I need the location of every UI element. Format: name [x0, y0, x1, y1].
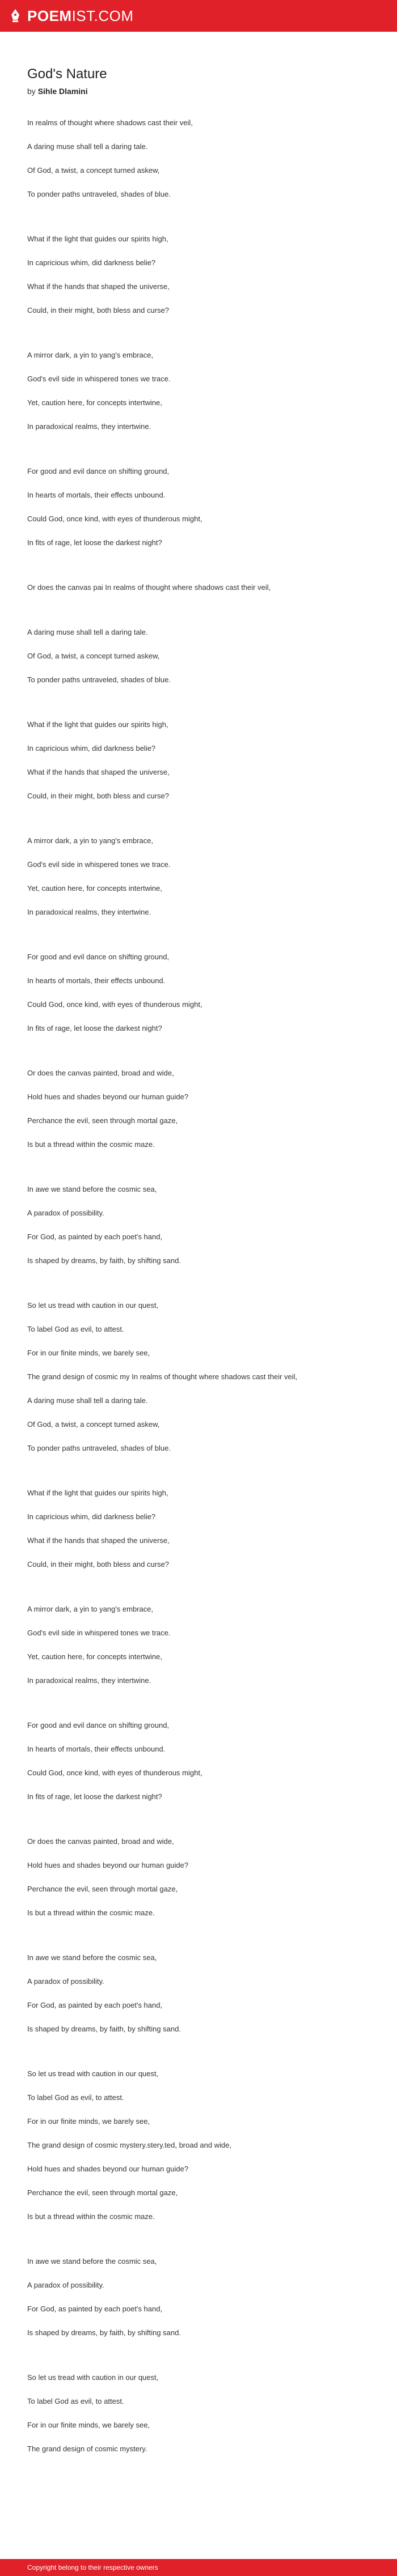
poem-line: Could, in their might, both bless and curse? [27, 792, 170, 800]
poem-line: The grand design of cosmic mystery. [27, 2445, 147, 2453]
poem-line: Could God, once kind, with eyes of thunderous might, [27, 1769, 202, 1777]
poem-line: In fits of rage, let loose the darkest night? [27, 1024, 162, 1032]
site-header [0, 0, 397, 32]
poem-line: A mirror dark, a yin to yang's embrace, [27, 1605, 154, 1613]
poem-line: God's evil side in whispered tones we trace. [27, 1629, 171, 1637]
stanza [27, 583, 368, 592]
stanza [27, 466, 368, 547]
poem-line: In fits of rage, let loose the darkest night? [27, 1792, 162, 1801]
poem-line: For good and evil dance on shifting ground, [27, 467, 170, 475]
poem-line: Could God, once kind, with eyes of thunderous might, [27, 515, 202, 523]
poem-line: Hold hues and shades beyond our human guide? [27, 2165, 189, 2173]
poem-line: Perchance the evil, seen through mortal gaze, [27, 2188, 178, 2197]
poem-line: Could God, once kind, with eyes of thunderous might, [27, 1000, 202, 1009]
stanza [27, 350, 368, 431]
poem-line: In fits of rage, let loose the darkest night? [27, 538, 162, 547]
stanza [27, 1604, 368, 1685]
poem-body [27, 118, 368, 2454]
poem-line: To ponder paths untraveled, shades of blue. [27, 190, 171, 198]
stanza [27, 627, 368, 685]
poem-line: What if the light that guides our spirits high, [27, 720, 168, 729]
poem-line: A daring muse shall tell a daring tale. [27, 628, 148, 636]
poem-line: Is but a thread within the cosmic maze. [27, 1908, 155, 1917]
poem-line: What if the light that guides our spirits high, [27, 235, 168, 243]
poem-line: In awe we stand before the cosmic sea, [27, 1953, 157, 1962]
poem-line: Is but a thread within the cosmic maze. [27, 2212, 155, 2221]
poem-line: For God, as painted by each poet's hand, [27, 2001, 163, 2009]
poem-line: Or does the canvas painted, broad and wide, [27, 1069, 174, 1077]
poem-line: Of God, a twist, a concept turned askew, [27, 1420, 160, 1429]
poem-line: Is shaped by dreams, by faith, by shifting sand. [27, 1256, 181, 1265]
stanza [27, 1184, 368, 1265]
poem-line: What if the light that guides our spirits high, [27, 1489, 168, 1497]
stanza [27, 1837, 368, 1918]
poem-line: In awe we stand before the cosmic sea, [27, 2257, 157, 2265]
logo-text-bold: POEM [27, 7, 72, 24]
poem-line: For in our finite minds, we barely see, [27, 2421, 150, 2429]
poem-line: A mirror dark, a yin to yang's embrace, [27, 351, 154, 359]
poem-line: In hearts of mortals, their effects unbound. [27, 491, 166, 499]
poem-line: To label God as evil, to attest. [27, 1325, 124, 1333]
poem-line: In hearts of mortals, their effects unbound. [27, 976, 166, 985]
poem-line: A daring muse shall tell a daring tale. [27, 1396, 148, 1405]
poem-line: Perchance the evil, seen through mortal gaze, [27, 1885, 178, 1893]
poem-line: Could, in their might, both bless and curse? [27, 306, 170, 314]
poem-line: Yet, caution here, for concepts intertwine, [27, 884, 162, 892]
poem-line: For in our finite minds, we barely see, [27, 1349, 150, 1357]
stanza [27, 118, 368, 199]
logo-text [27, 7, 134, 25]
poem-line: Is shaped by dreams, by faith, by shifting sand. [27, 2328, 181, 2337]
poem-line: For good and evil dance on shifting ground, [27, 1721, 170, 1729]
poem-title: God's Nature [27, 66, 107, 82]
copyright-text: Copyright belong to their respective owners [27, 2564, 158, 2571]
poem-line: So let us tread with caution in our quest, [27, 2069, 159, 2078]
poem-line: Could, in their might, both bless and curse? [27, 1560, 170, 1568]
stanza [27, 234, 368, 315]
poem-line: For in our finite minds, we barely see, [27, 2117, 150, 2126]
poem-line: Yet, caution here, for concepts intertwine, [27, 398, 162, 407]
poem-line: A paradox of possibility. [27, 1209, 104, 1217]
poem-line: In awe we stand before the cosmic sea, [27, 1185, 157, 1193]
poem-line: A paradox of possibility. [27, 2281, 104, 2289]
poem-line: For God, as painted by each poet's hand, [27, 1232, 163, 1241]
poem-line: A paradox of possibility. [27, 1977, 104, 1986]
poem-line: To ponder paths untraveled, shades of blue. [27, 1444, 171, 1452]
stanza [27, 952, 368, 1033]
stanza [27, 1488, 368, 1569]
poem-line: Yet, caution here, for concepts intertwine, [27, 1652, 162, 1661]
poem-line: In paradoxical realms, they intertwine. [27, 908, 151, 916]
poem-line: A mirror dark, a yin to yang's embrace, [27, 836, 154, 845]
poem-line: Of God, a twist, a concept turned askew, [27, 166, 160, 175]
poem-line: Is but a thread within the cosmic maze. [27, 1140, 155, 1149]
poem-line: So let us tread with caution in our quest, [27, 2373, 159, 2382]
by-label: by [27, 87, 36, 96]
poem-line: God's evil side in whispered tones we trace. [27, 375, 171, 383]
poem-line: To label God as evil, to attest. [27, 2397, 124, 2405]
stanza [27, 720, 368, 801]
poem-line: Perchance the evil, seen through mortal gaze, [27, 1116, 178, 1125]
site-logo[interactable] [8, 7, 134, 25]
poem-line: In capricious whim, did darkness belie? [27, 1512, 156, 1521]
poem-line: A daring muse shall tell a daring tale. [27, 142, 148, 151]
poem-line: The grand design of cosmic mystery.stery.ted, broad and wide, [27, 2141, 232, 2149]
stanza [27, 1300, 368, 1453]
stanza [27, 2373, 368, 2454]
poem-content [0, 32, 368, 2454]
poem-line: God's evil side in whispered tones we trace. [27, 860, 171, 869]
poem-line: To ponder paths untraveled, shades of blue. [27, 675, 171, 684]
stanza [27, 836, 368, 917]
author-link[interactable]: Sihle Dlamini [37, 87, 88, 96]
poem-line: In capricious whim, did darkness belie? [27, 258, 156, 267]
poem-line: The grand design of cosmic my In realms of thought where shadows cast their veil, [27, 1372, 298, 1381]
poem-line: In paradoxical realms, they intertwine. [27, 422, 151, 431]
poem-line: Or does the canvas pai In realms of thought where shadows cast their veil, [27, 583, 271, 592]
site-footer [0, 2559, 397, 2576]
poem-line: What if the hands that shaped the universe, [27, 1536, 170, 1545]
poem-line: In realms of thought where shadows cast their veil, [27, 118, 193, 127]
poem-line: What if the hands that shaped the universe, [27, 768, 170, 776]
poem-line: In capricious whim, did darkness belie? [27, 744, 156, 753]
poem-line: In paradoxical realms, they intertwine. [27, 1676, 151, 1685]
logo-text-thin: IST.COM [71, 7, 134, 24]
stanza [27, 1953, 368, 2034]
poem-line: To label God as evil, to attest. [27, 2093, 124, 2102]
poem-line: Of God, a twist, a concept turned askew, [27, 652, 160, 660]
stanza [27, 2069, 368, 2221]
poem-line: Or does the canvas painted, broad and wide, [27, 1837, 174, 1846]
stanza [27, 2256, 368, 2337]
poem-line: Hold hues and shades beyond our human guide? [27, 1861, 189, 1869]
poem-line: For good and evil dance on shifting ground, [27, 953, 170, 961]
poem-line: Hold hues and shades beyond our human guide? [27, 1093, 189, 1101]
byline [27, 86, 368, 96]
poem-line: In hearts of mortals, their effects unbound. [27, 1745, 166, 1753]
poem-line: Is shaped by dreams, by faith, by shifting sand. [27, 2025, 181, 2033]
poem-line: For God, as painted by each poet's hand, [27, 2305, 163, 2313]
stanza [27, 1068, 368, 1149]
poem-line: So let us tread with caution in our quest, [27, 1301, 159, 1310]
pen-nib-icon [8, 8, 23, 23]
poem-line: What if the hands that shaped the universe, [27, 282, 170, 291]
stanza [27, 1720, 368, 1801]
